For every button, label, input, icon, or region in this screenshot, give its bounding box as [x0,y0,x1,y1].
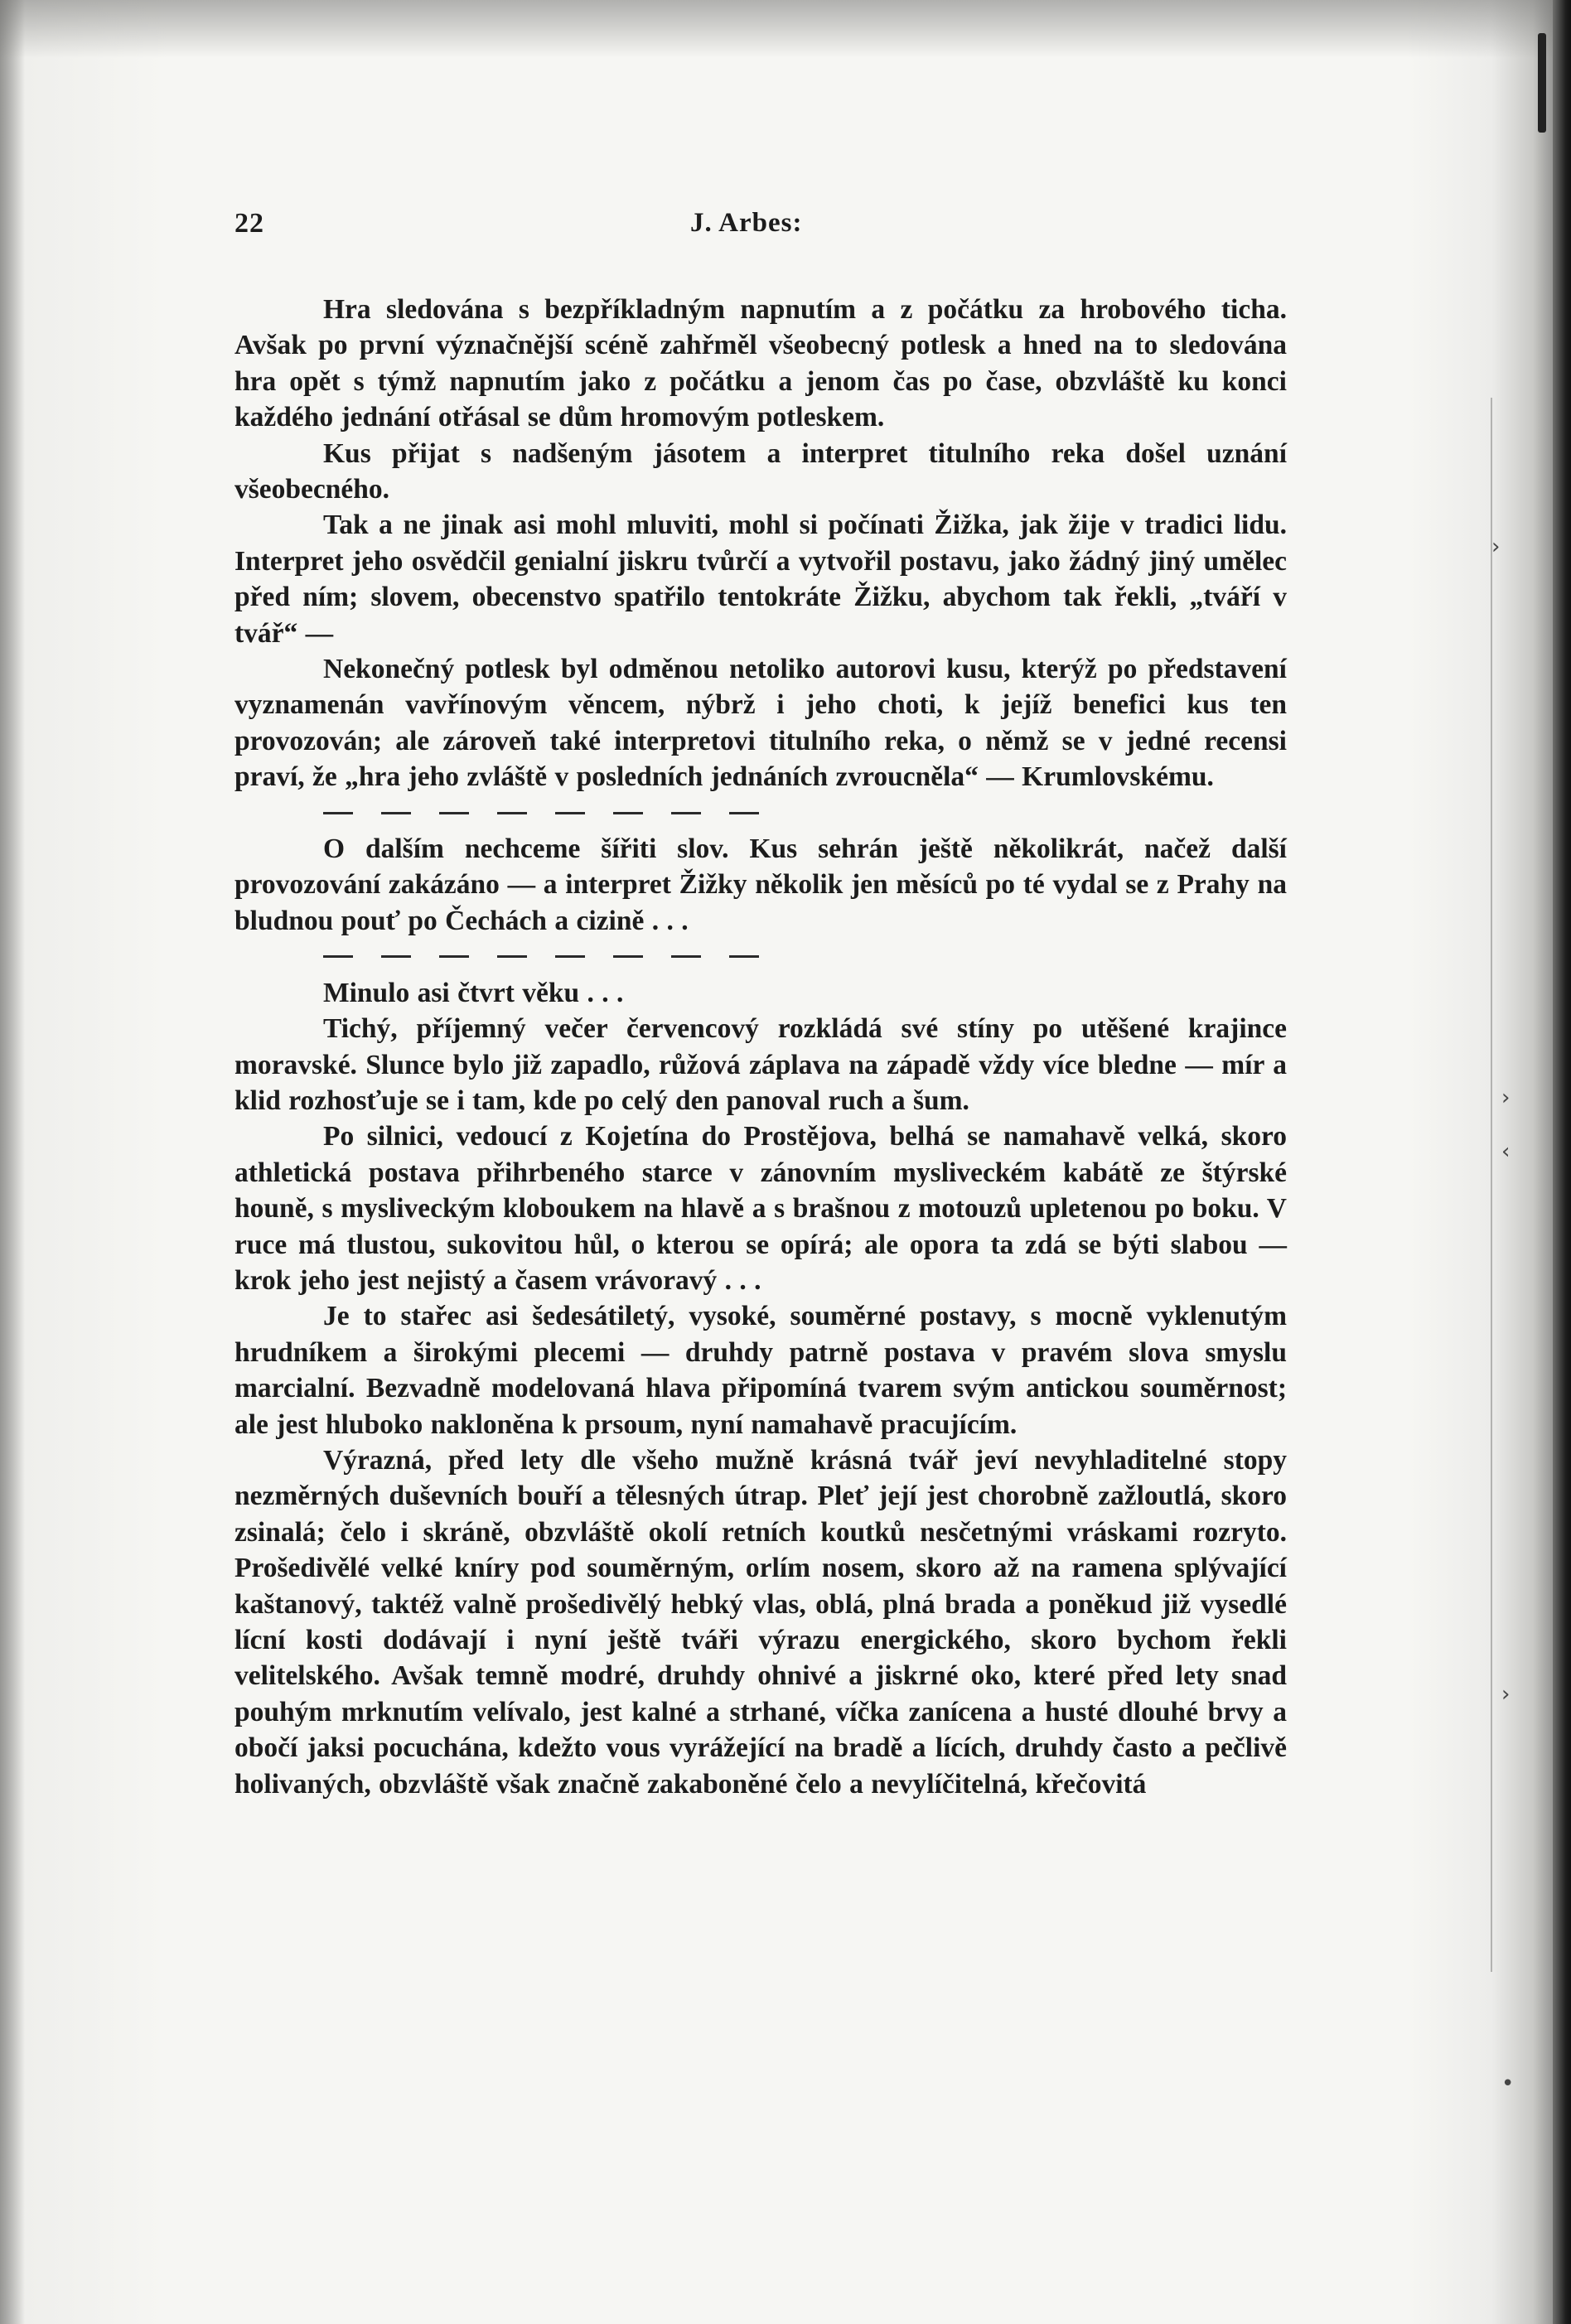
paragraph: Nekonečný potlesk byl odměnou netoliko autorovi kusu, kterýž po představení vyznamenán vavřínovým věncem, nýbrž i jeho choti, k jejíž benefici kus ten provozován; ale zároveň také interpretovi titulního reka, o němž se v jedné recensi praví, že „hra jeho zvláště v posledních jednáních zvroucněla“ — Krumlovskému. [234,654,1287,793]
binding-fold-line [1491,398,1492,1972]
page-number: 22 [234,208,264,239]
margin-speck: › [1491,534,1501,559]
paragraph: Tichý, příjemný večer červencový rozkládá své stíny po utěšené krajince moravské. Slunce bylo již zapadlo, růžová záplava na západě vždy více bledne — mír a klid rozhosťuje se i tam, kde po celý den panoval ruch a šum. [234,1013,1287,1116]
paragraph: Je to stařec asi šedesátiletý, vysoké, souměrné postavy, s mocně vyklenutým hrudníkem a širokými plecemi — druhdy patrně postava v pravém slova smyslu marcialní. Bezvadně modelovaná hlava připomíná tvarem svým antickou souměrnost; ale jest hluboko nakloněna k prsoum, nyní namahavě pracujícím. [234,1301,1287,1440]
paragraph: Hra sledována s bezpříkladným napnutím a z počátku za hrobového ticha. Avšak po první význačnější scéně zahřměl všeobecný potlesk a hned na to sledována hra opět s týmž napnutím jako z počátku a jenom čas po čase, obzvláště ku konci každého jednání otřásal se dům hromovým potleskem. [234,294,1287,433]
running-head: J. Arbes: [690,208,803,238]
paragraph: Kus přijat s nadšeným jásotem a interpret titulního reka došel uznání všeobecného. [234,437,1287,505]
margin-speck: › [1501,1682,1511,1707]
scan-left-shadow [0,0,25,2324]
paragraph: Výrazná, před lety dle všeho mužně krásná tvář jeví nevyhladitelné stopy nezměrných duševních bouří a tělesných útrap. Pleť její jest chorobně zažloutlá, skoro zsinalá; čelo i skráně, obzvláště okolí retních koutků nesčetnými vráskami rozryto. Prošedivělé velké kníry pod souměrným, orlím nosem, skoro až na ramena splývající kaštanový, taktéž valně prošedivělý hebký vlas, oblá, plná brada a poněkud již vysedlé lícní kosti dodávají i nyní ještě tváři výrazu energického, skoro bychom řekli velitelského. Avšak temně modré, druhdy ohnivé a jiskrné oko, které před lety snad pouhým mrknutím velívalo, jest kalné a strhané, víčka zanícena a husté dlouhé brvy a obočí jaksi pocuchána, kdežto vous vyrážející na bradě a lících, druhdy často a pečlivě holivaných, obzvláště však značně zakaboněné čelo a nevylíčitelná, křečovitá [234,1444,1287,1800]
binding-edge [1553,0,1571,2324]
margin-speck: › [1501,1085,1511,1110]
binding-clip [1538,33,1546,133]
paragraph: O dalším nechceme šířiti slov. Kus sehrán ještě několikrát, načež další provozování zakázáno — a interpret Žižky několik jen měsíců po té vydal se z Prahy na bludnou pouť po Čechách a cizině . . . [234,833,1287,936]
margin-speck: • [1501,2071,1515,2096]
margin-speck: ‹ [1501,1139,1511,1164]
section-break [234,939,1287,974]
body-text [234,292,1287,1802]
paragraph: Po silnici, vedoucí z Kojetína do Prostějova, belhá se namahavě velká, skoro athletická postava přihrbeného starce v zánovním mysliveckém kabátě ze štýrské houně, s mysliveckým kloboukem na hlavě a s brašnou z motouzů upletenou po boku. V ruce má tlustou, sukovitou hůl, o kterou se opírá; ale opora ta zdá se býti slabou — krok jeho jest nejistý a časem vrávoravý . . . [234,1121,1287,1296]
paragraph: Minulo asi čtvrt věku . . . [323,977,624,1008]
paragraph: Tak a ne jinak asi mohl mluviti, mohl si počínati Žižka, jak žije v tradici lidu. Interpret jeho osvědčil genialní jiskru tvůrčí a vytvořil postavu, jako žádný jiný umělec před ním; slovem, obecenstvo spatřilo tentokráte Žižku, abychom tak řekli, „tváří v tvář“ — [234,510,1287,649]
scan-top-shadow [0,0,1571,58]
section-break [234,795,1287,831]
